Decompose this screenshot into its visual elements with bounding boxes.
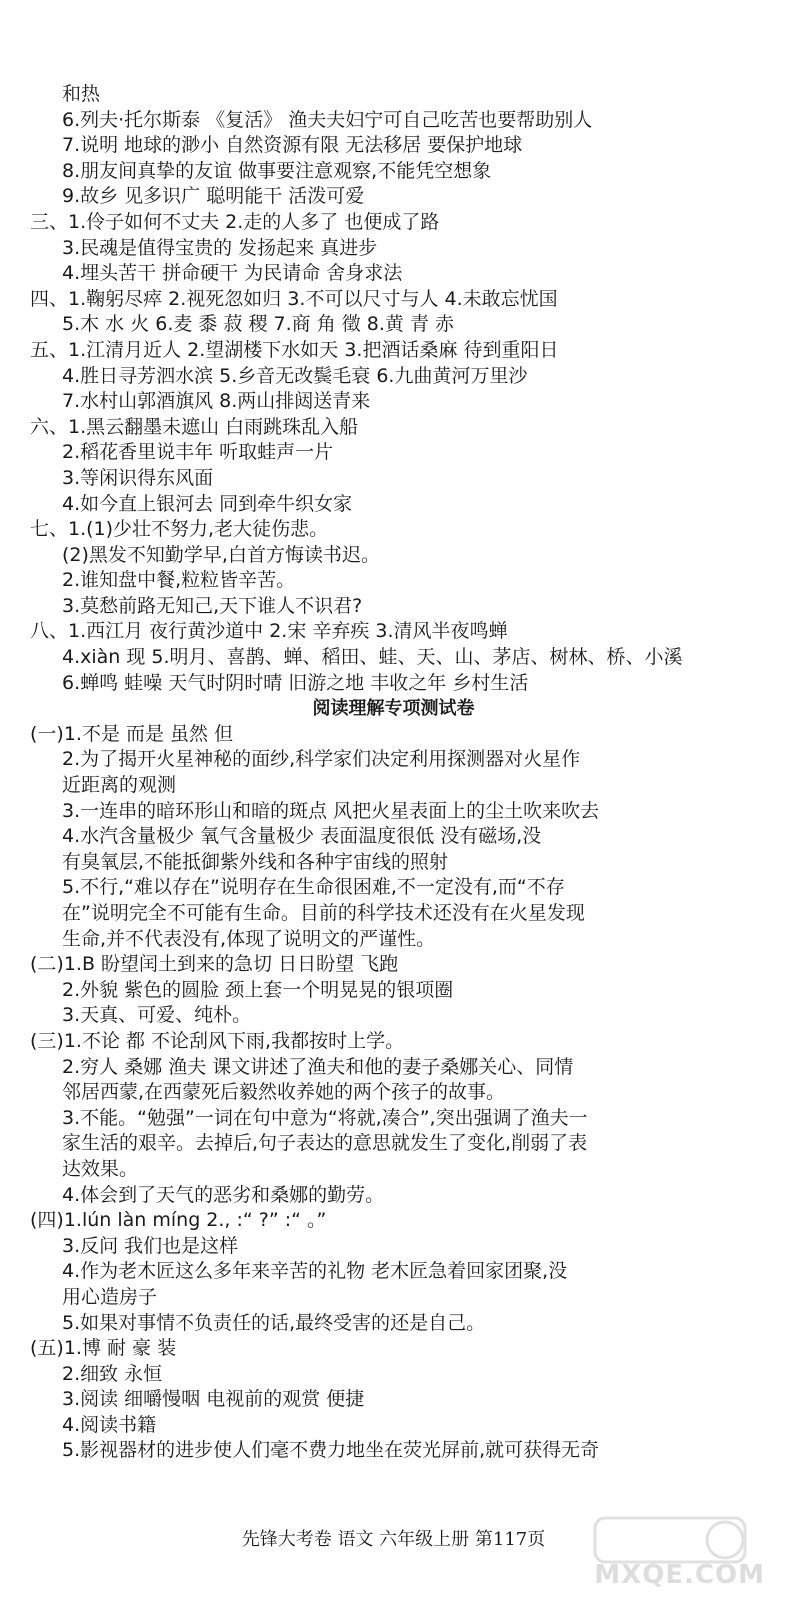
answer-line: 近距离的观测	[62, 774, 177, 797]
answer-line: 家生活的艰辛。去掉后,句子表达的意思就发生了变化,削弱了表	[62, 1132, 588, 1155]
answer-line: 3.天真、可爱、纯朴。	[62, 1004, 252, 1027]
answer-line: (一)1.不是 而是 虽然 但	[30, 722, 234, 745]
answer-line: (二)1.B 盼望闰土到来的急切 日日盼望 飞跑	[30, 953, 399, 976]
answer-line: 4.xiàn 现 5.明月、喜鹊、蝉、稻田、蛙、天、山、茅店、树林、桥、小溪	[62, 646, 683, 669]
answer-line: 4.体会到了天气的恶劣和桑娜的勤劳。	[62, 1183, 385, 1206]
answer-line: 7.说明 地球的渺小 自然资源有限 无法移居 要保护地球	[62, 134, 523, 157]
answer-line: (2)黑发不知勤学早,白首方悔读书迟。	[62, 543, 380, 566]
answer-line: 5.影视器材的进步使人们毫不费力地坐在荧光屏前,就可获得无奇	[62, 1439, 600, 1462]
answer-line: (三)1.不论 都 不论刮风下雨,我都按时上学。	[30, 1029, 405, 1052]
answer-line: 3.反问 我们也是这样	[62, 1234, 239, 1257]
answer-line: 2.细致 永恒	[62, 1362, 163, 1385]
section-heading: 阅读理解专项测试卷	[312, 698, 475, 720]
answer-line: 2.为了揭开火星神秘的面纱,科学家们决定利用探测器对火星作	[62, 748, 581, 771]
answer-line: 八、1.西江月 夜行黄沙道中 2.宋 辛弃疾 3.清风半夜鸣蝉	[30, 620, 508, 643]
answer-line: 4.胜日寻芳泗水滨 5.乡音无改鬓毛衰 6.九曲黄河万里沙	[62, 364, 528, 387]
answer-line: 3.阅读 细嚼慢咽 电视前的观赏 便捷	[62, 1388, 365, 1411]
answer-line: 有臭氧层,不能抵御紫外线和各种宇宙线的照射	[62, 850, 449, 873]
answer-line: 3.莫愁前路无知己,天下谁人不识君?	[62, 594, 363, 617]
watermark-text: MXQE.COM	[594, 1560, 765, 1590]
answer-line: 达效果。	[62, 1157, 139, 1180]
answer-line: 8.朋友间真挚的友谊 做事要注意观察,不能凭空想象	[62, 159, 492, 182]
answer-line: 9.故乡 见多识广 聪明能干 活泼可爱	[62, 185, 365, 208]
answer-line: (五)1.博 耐 豪 装	[30, 1337, 177, 1360]
answer-line: 7.水村山郭酒旗风 8.两山排闼送青来	[62, 390, 371, 413]
page-footer: 先锋大考卷 语文 六年级上册 第117页	[241, 1529, 546, 1550]
answer-line: 4.埋头苦干 拼命硬干 为民请命 舍身求法	[62, 262, 403, 285]
answer-line: 四、1.鞠躬尽瘁 2.视死忽如归 3.不可以尺寸与人 4.未敢忘忧国	[30, 287, 558, 310]
answer-line: 和热	[62, 83, 101, 105]
answer-line: 4.阅读书籍	[62, 1413, 157, 1436]
answer-line: 用心造房子	[62, 1285, 158, 1308]
answer-line: 七、1.(1)少壮不努力,老大徒伤悲。	[30, 518, 329, 541]
answer-line: 6.列夫·托尔斯泰 《复活》 渔夫夫妇宁可自己吃苦也要帮助别人	[62, 108, 593, 131]
site-watermark	[535, 1514, 775, 1594]
answer-line: 6.蝉鸣 蛙噪 天气时阴时晴 旧游之地 丰收之年 乡村生活	[62, 671, 529, 694]
answer-line: 3.不能。“勉强”一词在句中意为“将就,凑合”,突出强调了渔夫一	[62, 1106, 588, 1129]
answer-line: 邻居西蒙,在西蒙死后毅然收养她的两个孩子的故事。	[62, 1081, 506, 1104]
answer-line: 3.等闲识得东风面	[62, 466, 214, 489]
answer-line: 三、1.伶子如何不丈夫 2.走的人多了 也便成了路	[30, 210, 440, 233]
answer-line: 5.如果对事情不负责任的话,最终受害的还是自己。	[62, 1311, 486, 1334]
answer-line: 4.如今直上银河去 同到牵牛织女家	[62, 492, 353, 515]
answer-line: 2.穷人 桑娜 渔夫 课文讲述了渔夫和他的妻子桑娜关心、同情	[62, 1055, 574, 1078]
answer-line: 2.谁知盘中餐,粒粒皆辛苦。	[62, 569, 296, 592]
answer-line: 4.作为老木匠这么多年来辛苦的礼物 老木匠急着回家团聚,没	[62, 1260, 568, 1283]
answer-line: 3.一连串的暗环形山和暗的斑点 风把火星表面上的尘土吹来吹去	[62, 799, 600, 822]
answer-line: 生命,并不代表没有,体现了说明文的严谨性。	[62, 927, 436, 950]
answer-line: (四)1.lún làn míng 2., :“ ?” :“ 。”	[30, 1209, 327, 1232]
answer-line: 3.民魂是值得宝贵的 发扬起来 真进步	[62, 236, 378, 259]
answer-lines	[0, 82, 787, 1464]
answer-line: 5.木 水 火 6.麦 黍 菽 稷 7.商 角 徵 8.黄 青 赤	[62, 313, 454, 336]
answer-line: 2.稻花香里说丰年 听取蛙声一片	[62, 441, 334, 464]
answer-line: 在”说明完全不可能有生命。目前的科学技术还没有在火星发现	[62, 902, 585, 924]
answer-line: 2.外貌 紫色的圆脸 颈上套一个明晃晃的银项圈	[62, 978, 454, 1001]
answer-line: 4.水汽含量极少 氧气含量极少 表面温度很低 没有磁场,没	[62, 825, 542, 848]
answer-line: 五、1.江清月近人 2.望湖楼下水如天 3.把酒话桑麻 待到重阳日	[30, 338, 559, 361]
answer-line: 5.不行,“难以存在”说明存在生命很困难,不一定没有,而“不存	[62, 876, 565, 899]
answer-line: 六、1.黑云翻墨未遮山 白雨跳珠乱入船	[30, 415, 359, 438]
